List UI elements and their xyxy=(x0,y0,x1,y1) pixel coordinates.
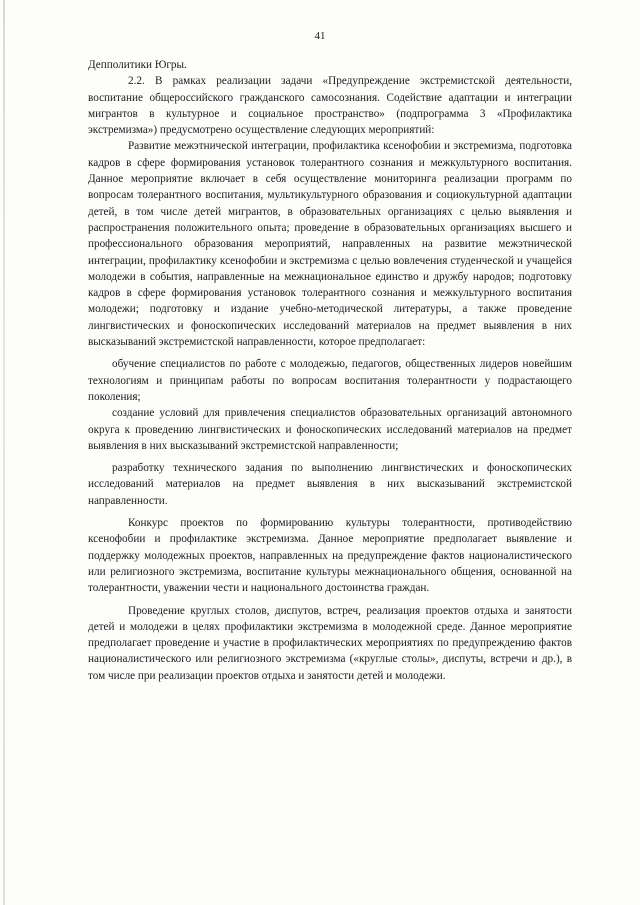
paragraph-project-contest: Конкурс проектов по формированию культуры толерантности, противодействию ксенофобии и профилактике экстремизма. Данное мероприятие предполагает выявление и поддержку молодежных проектов, направленных на предупреждение фактов националистического или религиозного экстремизма, воспитание культуры межнационального общения, основанной на толерантности, уважении чести и национального достоинства граждан. xyxy=(88,517,572,595)
document-body xyxy=(88,57,572,684)
paragraph-creating-conditions: создание условий для привлечения специалистов образовательных организаций автономного округа к проведению лингвистических и фоноскопических исследований материалов на предмет выявления в них высказываний экстремистской направленности; xyxy=(88,407,572,452)
scan-edge-shadow xyxy=(3,0,5,905)
page-number: 41 xyxy=(314,30,326,42)
paragraph-round-tables: Проведение круглых столов, диспутов, встреч, реализация проектов отдыха и занятости детей и молодежи в целях профилактики экстремизма в молодежной среде. Данное мероприятие предполагает проведение и участие в профилактических мероприятиях по предупреждению фактов националистического или религиозного экстремизма («круглые столы», диспуты, встречи и др.), в том числе при реализации проектов отдыха и занятости детей и молодежи. xyxy=(88,604,572,682)
paragraph-continuation: Депполитики Югры. xyxy=(88,59,187,71)
paragraph-section-2-2: 2.2. В рамках реализации задачи «Предупреждение экстремистской деятельности, воспитание общероссийского гражданского самосознания. Содействие адаптации и интеграции мигрантов в культурное и социальное пространство» (подпрограмма 3 «Профилактика экстремизма») предусмотрено осуществление следующих мероприятий: xyxy=(88,75,572,137)
paragraph-interethnic-integration: Развитие межэтнической интеграции, профилактика ксенофобии и экстремизма, подготовка кадров в сфере формирования установок толерантного сознания и межкультурного воспитания. Данное мероприятие включает в себя осуществление мониторинга реализации программ по вопросам толерантного воспитания, мультикультурного образования и социокультурной адаптации детей, в том числе детей мигрантов, в образовательных организациях с целью выявления и распространения положительного опыта; проведение в образовательных организациях высшего и профессионального образования мероприятий, направленных на развитие межэтнической интеграции, профилактику ксенофобии и экстремизма с целью вовлечения студенческой и учащейся молодежи в события, направленные на межнациональное единство и дружбу народов; подготовку кадров в сфере формирования установок толерантного сознания и межкультурного воспитания молодежи; подготовку и издание учебно-методической литературы, а также проведение лингвистических и фоноскопических исследований материалов на предмет выявления в них высказываний экстремистской направленности, которое предполагает: xyxy=(88,140,572,349)
paragraph-technical-task: разработку технического задания по выполнению лингвистических и фоноскопических исследований материалов на предмет выявления в них высказываний экстремистской направленности. xyxy=(88,462,572,507)
paragraph-training-specialists: обучение специалистов по работе с молодежью, педагогов, общественных лидеров новейшим технологиям и принципам работы по вопросам воспитания толерантности у подрастающего поколения; xyxy=(88,358,572,403)
